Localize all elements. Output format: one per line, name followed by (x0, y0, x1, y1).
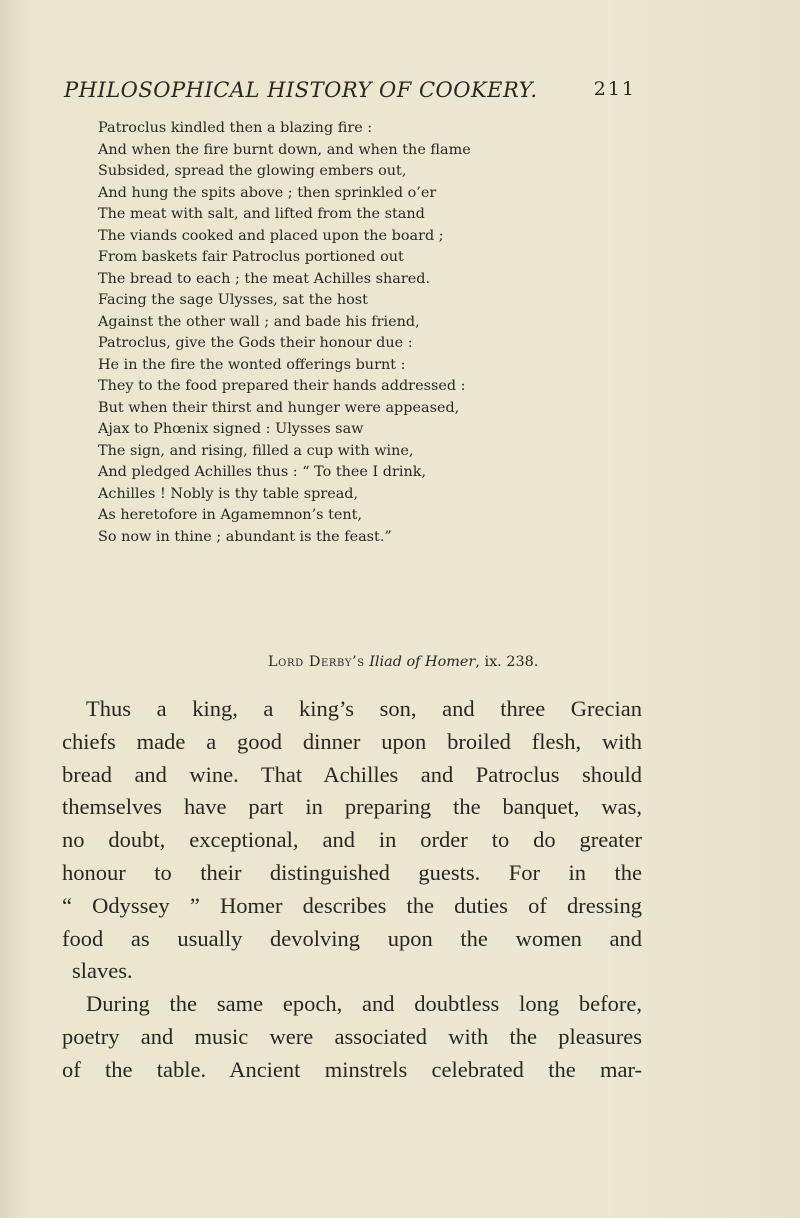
verse-line: And hung the spits above ; then sprinkled o’er (98, 184, 437, 201)
verse-line: He in the fire the wonted offerings burnt : (98, 356, 406, 373)
verse-line: Subsided, spread the glowing embers out, (98, 163, 407, 179)
verse-quotation (98, 118, 638, 548)
page-number: 211 (593, 78, 636, 100)
verse-line: They to the food prepared their hands addressed : (98, 378, 466, 394)
prose-line: During the same epoch, and doubtless long before, (86, 991, 642, 1017)
prose-line: “ Odyssey ” Homer describes the duties of dressing (62, 892, 642, 918)
prose-line: slaves. (72, 958, 133, 984)
prose-line: no doubt, exceptional, and in order to do greater (62, 827, 642, 853)
verse-line: The sign, and rising, filled a cup with wine, (98, 442, 414, 459)
verse-line: Ajax to Phœnix signed : Ulysses saw (98, 421, 364, 437)
prose-line: honour to their distinguished guests. For in the (62, 859, 642, 885)
verse-line: Achilles ! Nobly is thy table spread, (98, 485, 359, 502)
paragraph-2 (62, 988, 642, 1086)
verse-line: Facing the sage Ulysses, sat the host (98, 292, 368, 308)
paragraph-1 (62, 693, 642, 988)
citation-reference: , ix. 238. (475, 654, 539, 670)
verse-line: The meat with salt, and lifted from the stand (98, 206, 425, 222)
citation-author: Lord Derby’s (268, 654, 365, 670)
prose-line: Thus a king, a king’s son, and three Grecian (86, 696, 642, 721)
verse-line: The bread to each ; the meat Achilles shared. (98, 270, 431, 287)
verse-line: Patroclus kindled then a blazing fire : (98, 120, 373, 136)
verse-line: And pledged Achilles thus : “ To thee I drink, (98, 464, 427, 480)
citation-work: Iliad of Homer (369, 654, 476, 670)
verse-line: Against the other wall ; and bade his friend, (98, 313, 420, 330)
verse-line: But when their thirst and hunger were appeased, (98, 399, 460, 416)
prose-line: of the table. Ancient minstrels celebrated the mar- (62, 1056, 642, 1082)
citation (268, 654, 538, 670)
verse-line: Patroclus, give the Gods their honour due : (98, 335, 413, 351)
verse-line: And when the fire burnt down, and when the flame (98, 141, 471, 158)
page-header (64, 78, 636, 114)
prose-line: poetry and music were associated with the pleasures (62, 1023, 642, 1049)
verse-line: As heretofore in Agamemnon’s tent, (98, 507, 363, 523)
running-head: PHILOSOPHICAL HISTORY OF COOKERY. (64, 78, 538, 102)
prose-line: themselves have part in preparing the banquet, was, (62, 794, 642, 820)
prose-line: bread and wine. That Achilles and Patroclus should (62, 761, 642, 787)
prose-body (62, 693, 642, 1087)
verse-line: So now in thine ; abundant is the feast.” (98, 528, 392, 545)
verse-line: The viands cooked and placed upon the board ; (98, 227, 444, 244)
prose-line: food as usually devolving upon the women and (62, 925, 642, 951)
prose-line: chiefs made a good dinner upon broiled flesh, with (62, 728, 642, 754)
verse-line: From baskets fair Patroclus portioned out (98, 249, 404, 265)
